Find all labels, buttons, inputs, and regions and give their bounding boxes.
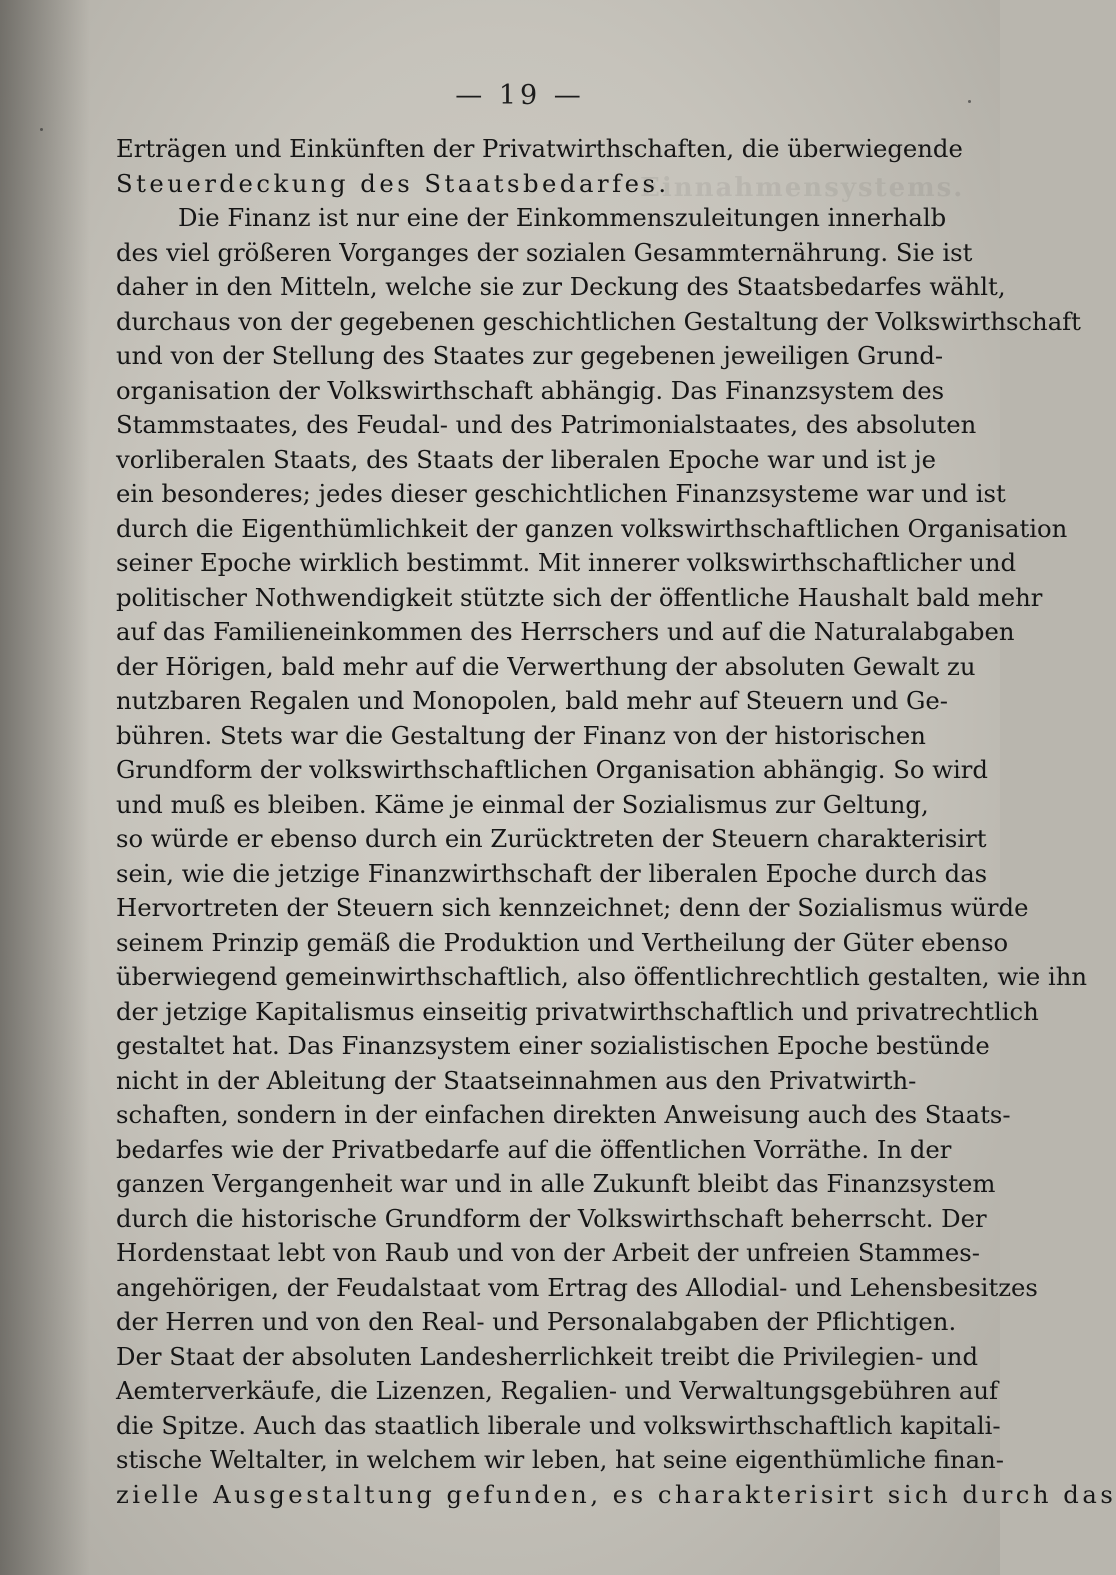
spine-shadow xyxy=(0,0,90,1575)
text-line: bühren. Stets war die Gestaltung der Finanz von der historischen xyxy=(116,720,926,750)
text-line: politischer Nothwendigkeit stützte sich der öffentliche Haushalt bald mehr xyxy=(116,582,1043,612)
body-text xyxy=(116,132,1116,1512)
text-line: und muß es bleiben. Käme je einmal der Sozialismus zur Geltung, xyxy=(116,789,929,819)
text-line: nutzbaren Regalen und Monopolen, bald mehr auf Steuern und Ge- xyxy=(116,686,948,715)
paper-speck xyxy=(40,128,43,131)
text-line: durch die Eigenthümlichkeit der ganzen volkswirthschaftlichen Organisation xyxy=(116,513,1068,543)
text-line: Hordenstaat lebt von Raub und von der Arbeit der unfreien Stammes- xyxy=(116,1238,980,1267)
text-line: gestaltet hat. Das Finanzsystem einer sozialistischen Epoche bestünde xyxy=(116,1031,990,1060)
text-line: organisation der Volkswirthschaft abhängig. Das Finanzsystem des xyxy=(116,375,945,405)
paper-speck xyxy=(968,100,971,103)
text-line: so würde er ebenso durch ein Zurücktreten der Steuern charakterisirt xyxy=(116,824,987,853)
bleed-through-text: Einnahmensystems. xyxy=(640,173,965,203)
text-line: seiner Epoche wirklich bestimmt. Mit innerer volkswirthschaftlicher und xyxy=(116,548,1017,577)
text-line: schaften, sondern in der einfachen direkten Anweisung auch des Staats- xyxy=(116,1100,1011,1129)
text-line: der jetzige Kapitalismus einseitig privatwirthschaftlich und privatrechtlich xyxy=(116,996,1039,1026)
text-line: der Hörigen, bald mehr auf die Verwerthung der absoluten Gewalt zu xyxy=(116,651,976,681)
text-line: und von der Stellung des Staates zur gegebenen jeweiligen Grund- xyxy=(116,341,944,370)
text-line: Steuerdeckung des Staatsbedarfes. xyxy=(116,168,670,198)
text-line: durch die historische Grundform der Volkswirthschaft beherrscht. Der xyxy=(116,1203,987,1233)
text-line: sein, wie die jetzige Finanzwirthschaft der liberalen Epoche durch das xyxy=(116,858,988,888)
text-line: überwiegend gemeinwirthschaftlich, also öffentlichrechtlich gestalten, wie ihn xyxy=(116,962,1088,991)
text-line: auf das Familieneinkommen des Herrschers und auf die Naturalabgaben xyxy=(116,617,1015,646)
text-line: Stammstaates, des Feudal- und des Patrimonialstaates, des absoluten xyxy=(116,410,977,439)
text-line: daher in den Mitteln, welche sie zur Deckung des Staatsbedarfes wählt, xyxy=(116,272,1006,301)
text-line: ein besonderes; jedes dieser geschichtlichen Finanzsysteme war und ist xyxy=(116,479,1006,508)
text-line: Hervortreten der Steuern sich kennzeichnet; denn der Sozialismus würde xyxy=(116,893,1029,922)
text-line: Die Finanz ist nur eine der Einkommenszuleitungen innerhalb xyxy=(178,203,947,232)
text-line: Grundform der volkswirthschaftlichen Organisation abhängig. So wird xyxy=(116,755,988,784)
text-line: seinem Prinzip gemäß die Produktion und Vertheilung der Güter ebenso xyxy=(116,927,1009,957)
text-line: Erträgen und Einkünften der Privatwirthschaften, die überwiegende xyxy=(116,134,963,163)
text-line: Der Staat der absoluten Landesherrlichkeit treibt die Privilegien- und xyxy=(116,1341,978,1371)
text-line: vorliberalen Staats, des Staats der liberalen Epoche war und ist je xyxy=(116,444,937,474)
text-line: bedarfes wie der Privatbedarfe auf die öffentlichen Vorräthe. In der xyxy=(116,1134,952,1164)
text-line: stische Weltalter, in welchem wir leben, hat seine eigenthümliche finan- xyxy=(116,1445,1005,1474)
text-line: nicht in der Ableitung der Staatseinnahmen aus den Privatwirth- xyxy=(116,1065,917,1095)
text-line: die Spitze. Auch das staatlich liberale und volkswirthschaftlich kapitali- xyxy=(116,1410,1001,1440)
text-line: durchaus von der gegebenen geschichtlichen Gestaltung der Volkswirthschaft xyxy=(116,306,1081,336)
text-line: angehörigen, der Feudalstaat vom Ertrag des Allodial- und Lehensbesitzes xyxy=(116,1272,1038,1302)
text-line: Aemterverkäufe, die Lizenzen, Regalien- und Verwaltungsgebühren auf xyxy=(116,1376,999,1405)
text-line: zielle Ausgestaltung gefunden, es charakterisirt sich durch das xyxy=(116,1479,1116,1509)
page-number: — 19 — xyxy=(455,80,585,111)
text-line: ganzen Vergangenheit war und in alle Zukunft bleibt das Finanzsystem xyxy=(116,1169,996,1198)
text-line: der Herren und von den Real- und Personalabgaben der Pflichtigen. xyxy=(116,1307,957,1336)
text-line: des viel größeren Vorganges der sozialen Gesammternährung. Sie ist xyxy=(116,237,973,267)
